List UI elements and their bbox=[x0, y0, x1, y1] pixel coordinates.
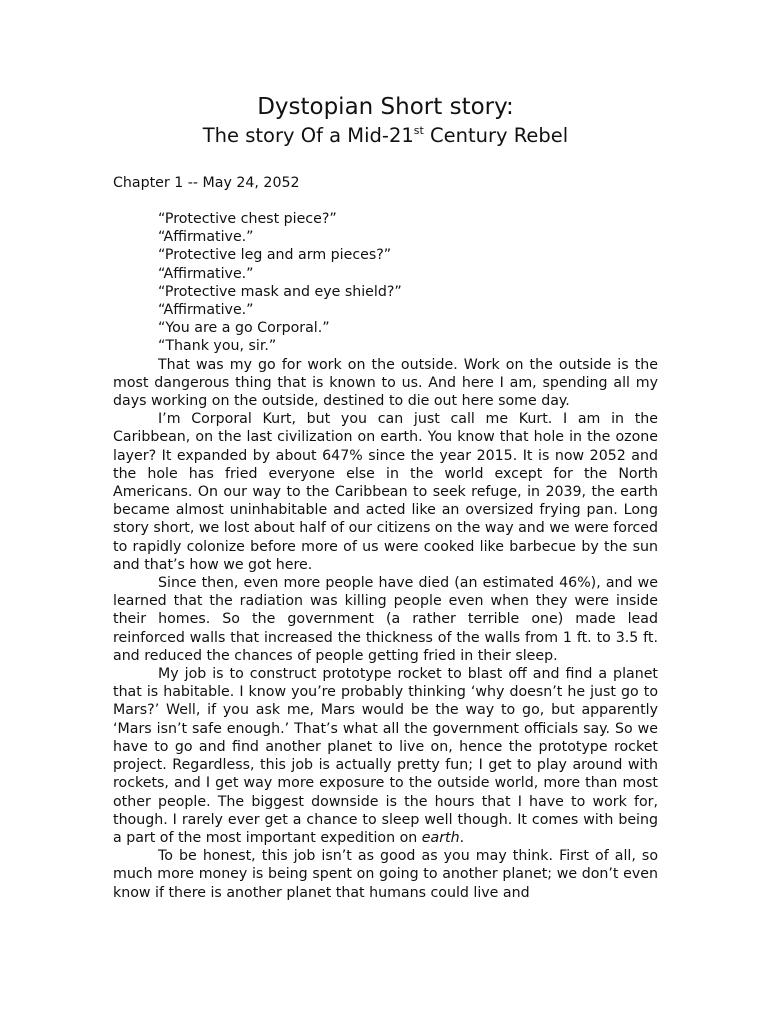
chapter-heading: Chapter 1 -- May 24, 2052 bbox=[113, 175, 300, 191]
dialogue-line: “You are a go Corporal.” bbox=[158, 320, 330, 337]
dialogue-line: “Thank you, sir.” bbox=[158, 338, 277, 355]
paragraph-text: My job is to construct prototype rocket to blast off and find a planet that is habitable. I know you’re probably thinking ‘why doesn’t he just go to Mars?’ Well, if you ask me, Mars would be the way to go, but apparently ‘Mars isn’t safe enough.’ That’s what all the government officials say. So we have to go and find another planet to live on, hence the prototype rocket project. Regardless, this job is actually pretty fun; I get to play around with rockets, and I get way more exposure to the outside world, more than most other people. The biggest downside is the hours that I have to work for, though. I rarely ever get a chance to sleep well though. It comes with being a part of the most important expedition on bbox=[113, 666, 658, 846]
paragraph: I’m Corporal Kurt, but you can just call me Kurt. I am in the Caribbean, on the last civilization on earth. You know that hole in the ozone layer? It expanded by about 647% since the year 2015. It is now 2052 and the hole has fried everyone else in the world except for the North Americans. On our way to the Caribbean to seek refuge, in 2039, the earth became almost uninhabitable and acted like an oversized frying pan. Long story short, we lost about half of our citizens on the way and we were forced to rapidly colonize before more of us were cooked like barbecue by the sun and that’s how we got here. bbox=[113, 411, 658, 573]
dialogue-line: “Protective chest piece?” bbox=[158, 211, 337, 227]
story-title: Dystopian Short story: bbox=[257, 94, 514, 120]
story-subtitle bbox=[113, 122, 658, 150]
paragraph-end: . bbox=[459, 829, 465, 846]
subtitle-text: The story Of a Mid-21 bbox=[202, 124, 414, 147]
paragraph: Since then, even more people have died (an estimated 46%), and we learned that the radiation was killing people even when they were inside their homes. So the government (a rather terrible one) made lead reinforced walls that increased the thickness of the walls from 1 ft. to 3.5 ft. and reduced the chances of people getting fried in their sleep. bbox=[113, 575, 658, 664]
dialogue-line: “Protective leg and arm pieces?” bbox=[158, 247, 392, 264]
dialogue-line: “Affirmative.” bbox=[158, 229, 254, 246]
subtitle-superscript: st bbox=[413, 124, 424, 137]
story-body bbox=[113, 210, 658, 902]
dialogue-line: “Affirmative.” bbox=[158, 302, 254, 319]
paragraph: To be honest, this job isn’t as good as you may think. First of all, so much more money is being spent on going to another planet; we don’t even know if there is another planet that humans could live and bbox=[113, 848, 658, 901]
emphasized-word: earth bbox=[421, 829, 460, 846]
dialogue-line: “Affirmative.” bbox=[158, 265, 254, 282]
subtitle-text-end: Century Rebel bbox=[423, 124, 569, 147]
document-page bbox=[113, 92, 658, 902]
dialogue-line: “Protective mask and eye shield?” bbox=[158, 283, 402, 300]
paragraph bbox=[113, 665, 658, 847]
paragraph: That was my go for work on the outside. Work on the outside is the most dangerous thing that is known to us. And here I am, spending all my days working on the outside, destined to die out here some day. bbox=[113, 356, 658, 410]
